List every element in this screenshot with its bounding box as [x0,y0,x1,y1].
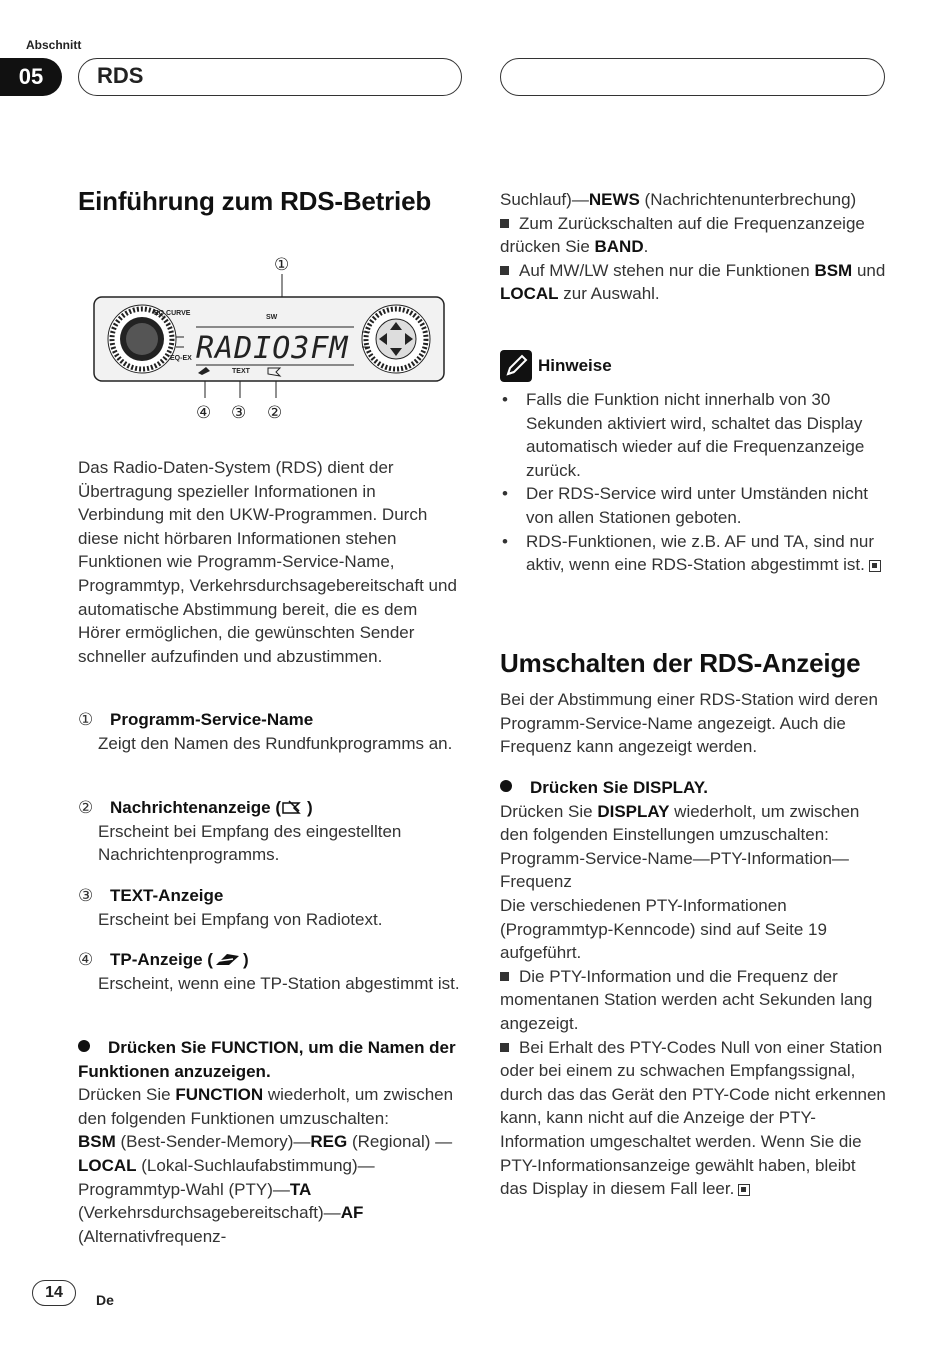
cont-1: Suchlauf)— [500,190,589,209]
item-2-desc: Erscheint bei Empfang des eingestellten Nachrichtenprogramms. [98,821,402,865]
bullet-pty-null [500,1036,886,1201]
function-step [78,1036,464,1248]
item-4-desc: Erscheint, wenn eine TP-Station abgestimmt ist. [98,973,460,993]
bullet-mw-lw [500,259,886,306]
item-3 [78,884,464,931]
item-1-title: Programm-Service-Name [110,710,314,729]
note-3-text: RDS-Funktionen, wie z.B. AF und TA, sind nur aktiv, wenn eine RDS-Station abgestimmt ist. [526,531,875,575]
item-1 [78,708,464,755]
square-bullet-icon [500,266,509,275]
item-2-title-end: ) [307,798,313,817]
display-sequence: Programm-Service-Name—PTY-Information—Frequenz [500,848,849,892]
bullet-1-c: . [643,237,649,257]
display-station-name: RADIO3FM [196,331,349,366]
page-number: 14 [32,1280,76,1306]
item-3-desc: Erscheint bei Empfang von Radiotext. [98,909,383,929]
bullet-2-a: Auf MW/LW stehen nur die Funktionen [519,260,815,280]
bullet-1-a: Zum Zurückschalten auf die Frequenzanzeige drücken Sie [500,213,865,257]
item-3-title: TEXT-Anzeige [110,886,224,905]
eq-curve-label: EQ CURVE [154,310,191,317]
item-4-title: TP-Anzeige ( [110,950,213,969]
bullet-2-d: LOCAL [500,284,559,304]
bullet-1-b: BAND [594,237,644,257]
end-mark-icon [869,560,881,572]
fn-ta-desc: (Verkehrsdurchsagebereitschaft)— [78,1203,341,1223]
fn-ta: TA [289,1179,312,1199]
item-4 [78,948,464,995]
step-bullet-icon [78,1040,90,1052]
pencil-note-icon [500,350,532,382]
fn-reg: REG [310,1132,348,1152]
item-4-title-end: ) [242,950,249,969]
note-2: • Der RDS-Service wird unter Umständen nicht von allen Stationen geboten. [500,482,886,529]
callout-1: ① [274,255,290,275]
intro-paragraph: Das Radio-Daten-System (RDS) dient der Übertragung spezieller Informationen in Verbindung mit den UKW-Programmen. Durch diese nicht hörbaren Informationen stehen Funktionen wie Programm-Service-Name, Programmtyp, Verkehrsdurchsagebereitschaft und automatische Abstimmung bereit, die es dem Hörer ermöglichen, die gewünschten Sender schneller aufzufinden und abzustimmen. [78,458,457,666]
notes-list [500,388,886,577]
item-3-number: ③ [78,886,94,905]
bullet-2-b: BSM [814,260,853,280]
bullet-3-text: Die PTY-Information und die Frequenz der momentanen Station werden acht Sekunden lang angezeigt. [500,966,873,1033]
display-step-body-bold: DISPLAY [597,801,670,821]
tp-icon [213,951,243,967]
note-3 [500,530,886,577]
bullet-2-e: zur Auswahl. [558,284,660,304]
display-step [500,776,886,1201]
item-2 [78,796,464,867]
language-code: De [96,1292,114,1308]
function-step-body-bold: FUNCTION [175,1085,264,1105]
fn-af-desc: (Alternativfrequenz- [78,1226,227,1246]
pty-paragraph: Die verschiedenen PTY-Informationen (Programmtyp-Kenncode) sind auf Seite 19 aufgeführt. [500,895,827,963]
header-empty-pill [500,58,885,96]
sw-label: SW [266,314,278,321]
chapter-title: RDS [78,58,462,96]
callout-3: ③ [231,403,247,423]
fn-af: AF [340,1203,364,1223]
item-1-desc: Zeigt den Namen des Rundfunkprogramms an. [98,733,453,753]
display-step-body-1: Drücken Sie [500,801,598,821]
fn-local: LOCAL [78,1155,137,1175]
step-bullet-icon [500,780,512,792]
notes-title: Hinweise [538,356,612,375]
display-step-title: Drücken Sie DISPLAY. [530,778,708,797]
function-step-body-2: wiederholt, um zwischen den folgenden Funktionen umzuschalten: [78,1085,454,1128]
chapter-number-badge: 05 [0,58,62,96]
square-bullet-icon [500,972,509,981]
fn-reg-desc: (Regional) — [347,1132,453,1152]
callout-2: ② [267,403,283,423]
fn-bsm: BSM [78,1132,116,1152]
section-heading-display: Umschalten der RDS-Anzeige [500,648,861,678]
display-step-body-2: wiederholt, um zwischen den folgenden Einstellungen umzuschalten: [500,801,860,845]
radio-display-illustration [92,252,452,430]
callout-4: ④ [196,403,212,423]
function-step-title: Drücken Sie FUNCTION, um die Namen der Funktionen anzuzeigen. [78,1038,456,1081]
note-1: • Falls die Funktion nicht innerhalb von 30 Sekunden aktiviert wird, schaltet das Display automatisch wieder auf die Frequenzanzeige zurück. [500,388,886,482]
cont-2: (Nachrichtenunterbrechung) [639,190,857,209]
item-1-number: ① [78,710,94,729]
section-heading-intro: Einführung zum RDS-Betrieb [78,186,432,216]
notes-header [500,350,886,382]
bullet-band [500,212,886,259]
display-intro-paragraph: Bei der Abstimmung einer RDS-Station wird deren Programm-Service-Name angezeigt. Auch die Frequenz kann angezeigt werden. [500,690,878,757]
function-step-body-1: Drücken Sie [78,1085,176,1105]
fn-local-desc: (Lokal-Suchlaufabstimmung)—Programmtyp-Wahl (PTY)— [78,1155,375,1199]
right-continuation [500,188,886,306]
square-bullet-icon [500,219,509,228]
item-2-number: ② [78,798,94,817]
bullet-pty-duration [500,965,886,1036]
bullet-4-text: Bei Erhalt des PTY-Codes Null von einer Station oder bei einem zu schwachen Empfangssignal, durch das das Gerät den PTY-Code nicht erkennen kann, kann nicht auf die Anzeige der PTY-Information umgeschaltet werden. Wenn Sie die PTY-Informationsanzeige gewählt haben, bleibt das Display in diesem Fall leer. [500,1037,886,1199]
square-bullet-icon [500,1043,509,1052]
item-2-title: Nachrichtenanzeige ( [110,798,281,817]
eq-ex-label: EQ-EX [170,355,192,362]
text-indicator-label: TEXT [232,368,250,375]
cont-news: NEWS [588,190,640,209]
section-label: Abschnitt [26,38,82,52]
news-icon [281,799,307,815]
fn-bsm-desc: (Best-Sender-Memory)— [115,1132,311,1152]
function-list [78,1130,464,1248]
end-mark-icon [738,1184,750,1196]
bullet-2-c: und [852,260,886,280]
radio-display-figure [92,252,452,430]
item-4-number: ④ [78,950,94,969]
